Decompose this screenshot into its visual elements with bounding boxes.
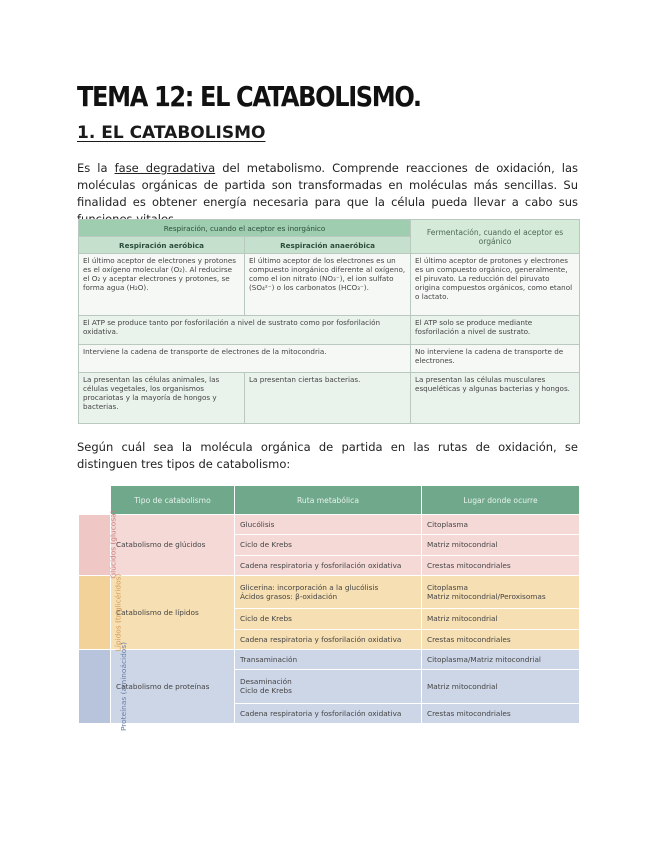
cell-respiration-chain: Interviene la cadena de transporte de electrones de la mitocondria. bbox=[79, 344, 411, 373]
category-glucidos-label: Glúcidos (glucosa) bbox=[108, 510, 118, 580]
header-blank bbox=[79, 486, 111, 515]
lugar-cell: Citoplasma/Matriz mitocondrial bbox=[422, 649, 580, 669]
table-row bbox=[79, 515, 580, 535]
cell-aerobic-acceptor: El último aceptor de electrones y protones es el oxígeno molecular (O₂). Al reducirse el O₂ y aceptar electrones y protones, se forma agua (H₂O). bbox=[79, 254, 245, 316]
ruta-cell bbox=[235, 575, 422, 608]
header-respiration: Respiración, cuando el aceptor es inorgánico bbox=[79, 220, 411, 237]
table1-row-organisms bbox=[79, 373, 580, 424]
cell-fermentation-chain: No interviene la cadena de transporte de electrones. bbox=[411, 344, 580, 373]
ruta-cell: Ciclo de Krebs bbox=[235, 609, 422, 629]
lugar-cell: Matriz mitocondrial bbox=[422, 609, 580, 629]
subheader-aerobic: Respiración aeróbica bbox=[79, 237, 245, 254]
ruta-cell bbox=[235, 670, 422, 703]
lugar-cell: Citoplasma bbox=[422, 515, 580, 535]
header-ruta: Ruta metabólica bbox=[235, 486, 422, 515]
intro-text-after: del metabolismo. Comprende reacciones de oxidación, las moléculas orgánicas de partida son transformadas en moléculas más sencillas. Su finalidad es obtener energía necesaria para que la célula pueda llevar a cabo sus bbox=[77, 161, 579, 209]
table2-header-row bbox=[79, 486, 580, 515]
header-tipo: Tipo de catabolismo bbox=[111, 486, 235, 515]
lugar-cell: Crestas mitocondriales bbox=[422, 555, 580, 575]
ruta-line: Ácidos grasos: β-oxidación bbox=[240, 592, 338, 602]
tipo-proteinas: Catabolismo de proteínas bbox=[111, 649, 235, 723]
lugar-cell: Matriz mitocondrial bbox=[422, 670, 580, 703]
header-lugar: Lugar donde ocurre bbox=[422, 486, 580, 515]
ruta-cell: Ciclo de Krebs bbox=[235, 535, 422, 555]
ruta-cell: Cadena respiratoria y fosforilación oxidativa bbox=[235, 629, 422, 649]
lugar-cell: Crestas mitocondriales bbox=[422, 703, 580, 723]
ruta-line: Ciclo de Krebs bbox=[240, 686, 292, 696]
ruta-line: Desaminación bbox=[240, 677, 292, 687]
cell-fermentation-atp: El ATP solo se produce mediante fosforilación a nivel de sustrato. bbox=[411, 316, 580, 345]
category-lipidos bbox=[79, 573, 123, 652]
table1-row-chain bbox=[79, 344, 580, 373]
cell-fermentation-organisms: La presentan las células musculares esqueléticas y algunas bacterias y hongos. bbox=[411, 373, 580, 424]
lugar-line: Citoplasma bbox=[427, 583, 468, 593]
lugar-cell: Matriz mitocondrial bbox=[422, 535, 580, 555]
category-proteinas bbox=[79, 641, 129, 732]
cell-respiration-atp: El ATP se produce tanto por fosforilación a nivel de sustrato como por fosforilación oxidativa. bbox=[79, 316, 411, 345]
ruta-cell: Transaminación bbox=[235, 649, 422, 669]
catabolism-types-table bbox=[78, 485, 580, 732]
category-proteinas-label: Proteínas (aminoácidos) bbox=[119, 641, 129, 732]
cell-fermentation-acceptor: El último aceptor de protones y electrones es un compuesto orgánico, generalmente, el piruvato. La reducción del piruvato origina compuestos orgánicos, como etanol o lactato. bbox=[411, 254, 580, 316]
table1-row-acceptor bbox=[79, 254, 580, 316]
intro-text-before: Es la bbox=[77, 161, 115, 175]
intro-paragraph bbox=[77, 160, 578, 228]
table1-row-atp bbox=[79, 316, 580, 345]
catabolism-types-paragraph: Según cuál sea la molécula orgánica de partida en las rutas de oxidación, se distinguen tres tipos de catabolismo: bbox=[77, 440, 578, 471]
category-glucidos bbox=[79, 510, 118, 580]
table1-header-row bbox=[79, 220, 580, 237]
lugar-line: Matriz mitocondrial/Peroxisomas bbox=[427, 592, 546, 602]
ruta-cell: Cadena respiratoria y fosforilación oxidativa bbox=[235, 703, 422, 723]
table-row bbox=[79, 575, 580, 608]
ruta-cell: Cadena respiratoria y fosforilación oxidativa bbox=[235, 555, 422, 575]
cell-anaerobic-acceptor: El último aceptor de los electrones es un compuesto inorgánico diferente al oxígeno, como el ion nitrato (NO₃⁻), el ion sulfato (SO₄²⁻) o los carbonatos (HCO₃⁻). bbox=[245, 254, 411, 316]
category-lipidos-label: Lípidos (triglicéridos) bbox=[113, 573, 123, 652]
document-title: TEMA 12: EL CATABOLISMO. bbox=[77, 80, 421, 113]
lugar-cell: Crestas mitocondriales bbox=[422, 629, 580, 649]
header-fermentation: Fermentación, cuando el aceptor es orgánico bbox=[411, 220, 580, 254]
cell-anaerobic-organisms: La presentan ciertas bacterias. bbox=[245, 373, 411, 424]
ruta-line: Glicerina: incorporación a la glucólisis bbox=[240, 583, 379, 593]
tipo-glucidos: Catabolismo de glúcidos bbox=[111, 515, 235, 576]
section-heading: 1. EL CATABOLISMO bbox=[77, 123, 266, 143]
cell-aerobic-organisms: La presentan las células animales, las células vegetales, los organismos procariotas y la mayoría de hongos y bacterias. bbox=[79, 373, 245, 424]
tipo-lipidos: Catabolismo de lípidos bbox=[111, 575, 235, 649]
lugar-cell bbox=[422, 575, 580, 608]
respiration-fermentation-table bbox=[78, 219, 580, 424]
intro-underlined-term: fase degradativa bbox=[114, 161, 216, 175]
table-row bbox=[79, 649, 580, 669]
ruta-cell: Glucólisis bbox=[235, 515, 422, 535]
subheader-anaerobic: Respiración anaeróbica bbox=[245, 237, 411, 254]
